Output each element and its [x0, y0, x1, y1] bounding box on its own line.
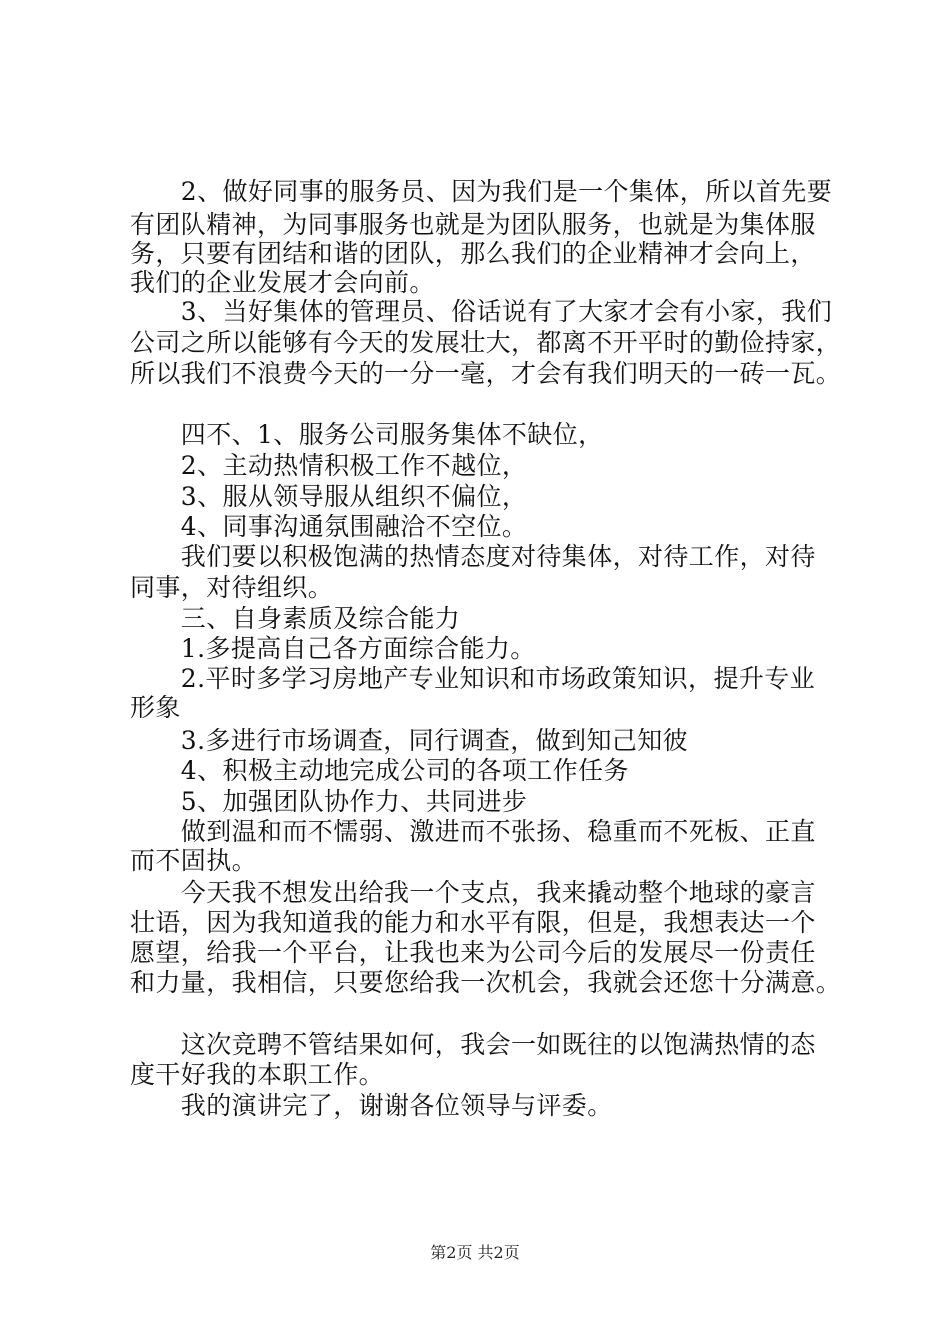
body-text-line: 有团队精神，为同事服务也就是为团队服务，也就是为集体服	[130, 210, 816, 239]
page-number-footer: 第2页 共2页	[430, 1243, 520, 1262]
body-text-line: 做到温和而不懦弱、激进而不张扬、稳重而不死板、正直	[130, 817, 816, 846]
body-text-line: 4、同事沟通氛围融洽不空位。	[130, 512, 528, 541]
body-text-line: 2、主动热情积极工作不越位，	[130, 451, 528, 480]
body-text-line: 2、做好同事的服务员、因为我们是一个集体，所以首先要	[130, 177, 833, 206]
body-text-line: 这次竞聘不管结果如何，我会一如既往的以饱满热情的态	[130, 1030, 816, 1059]
body-text-line: 4、积极主动地完成公司的各项工作任务	[130, 756, 629, 785]
body-text-line: 5、加强团队协作力、共同进步	[130, 787, 528, 816]
body-text-line: 三、自身素质及综合能力	[130, 604, 461, 633]
body-text-line: 公司之所以能够有今天的发展壮大，都离不开平时的勤俭持家，	[130, 328, 842, 357]
body-text-line: 愿望，给我一个平台，让我也来为公司今后的发展尽一份责任	[130, 938, 816, 967]
body-text-line: 我们要以积极饱满的热情态度对待集体，对待工作，对待	[130, 542, 816, 571]
body-text-line: 形象	[130, 693, 181, 722]
body-text-line: 我们的企业发展才会向前。	[130, 268, 435, 297]
body-text-line: 3、服从领导服从组织不偏位，	[130, 482, 528, 511]
body-text-line: 今天我不想发出给我一个支点，我来撬动整个地球的豪言	[130, 878, 816, 907]
body-text-line: 同事，对待组织。	[130, 573, 334, 602]
body-text-line: 度干好我的本职工作。	[130, 1060, 385, 1089]
body-text-line: 2.平时多学习房地产专业知识和市场政策知识，提升专业	[130, 664, 816, 693]
body-text-line: 和力量，我相信，只要您给我一次机会，我就会还您十分满意。	[130, 968, 842, 997]
body-text-line: 3.多进行市场调查，同行调查，做到知己知彼	[130, 726, 689, 755]
body-text-line: 所以我们不浪费今天的一分一毫，才会有我们明天的一砖一瓦。	[130, 359, 842, 388]
body-text-line: 四不、1、服务公司服务集体不缺位，	[130, 420, 604, 449]
body-text-line: 我的演讲完了，谢谢各位领导与评委。	[130, 1091, 613, 1120]
body-text-line: 壮语，因为我知道我的能力和水平有限，但是，我想表达一个	[130, 908, 816, 937]
body-text-line: 而不固执。	[130, 846, 258, 875]
body-text-line: 务，只要有团结和谐的团队，那么我们的企业精神才会向上，	[130, 239, 816, 268]
body-text-line: 3、当好集体的管理员、俗话说有了大家才会有小家，我们	[130, 297, 833, 326]
body-text-line: 1.多提高自己各方面综合能力。	[130, 634, 536, 663]
